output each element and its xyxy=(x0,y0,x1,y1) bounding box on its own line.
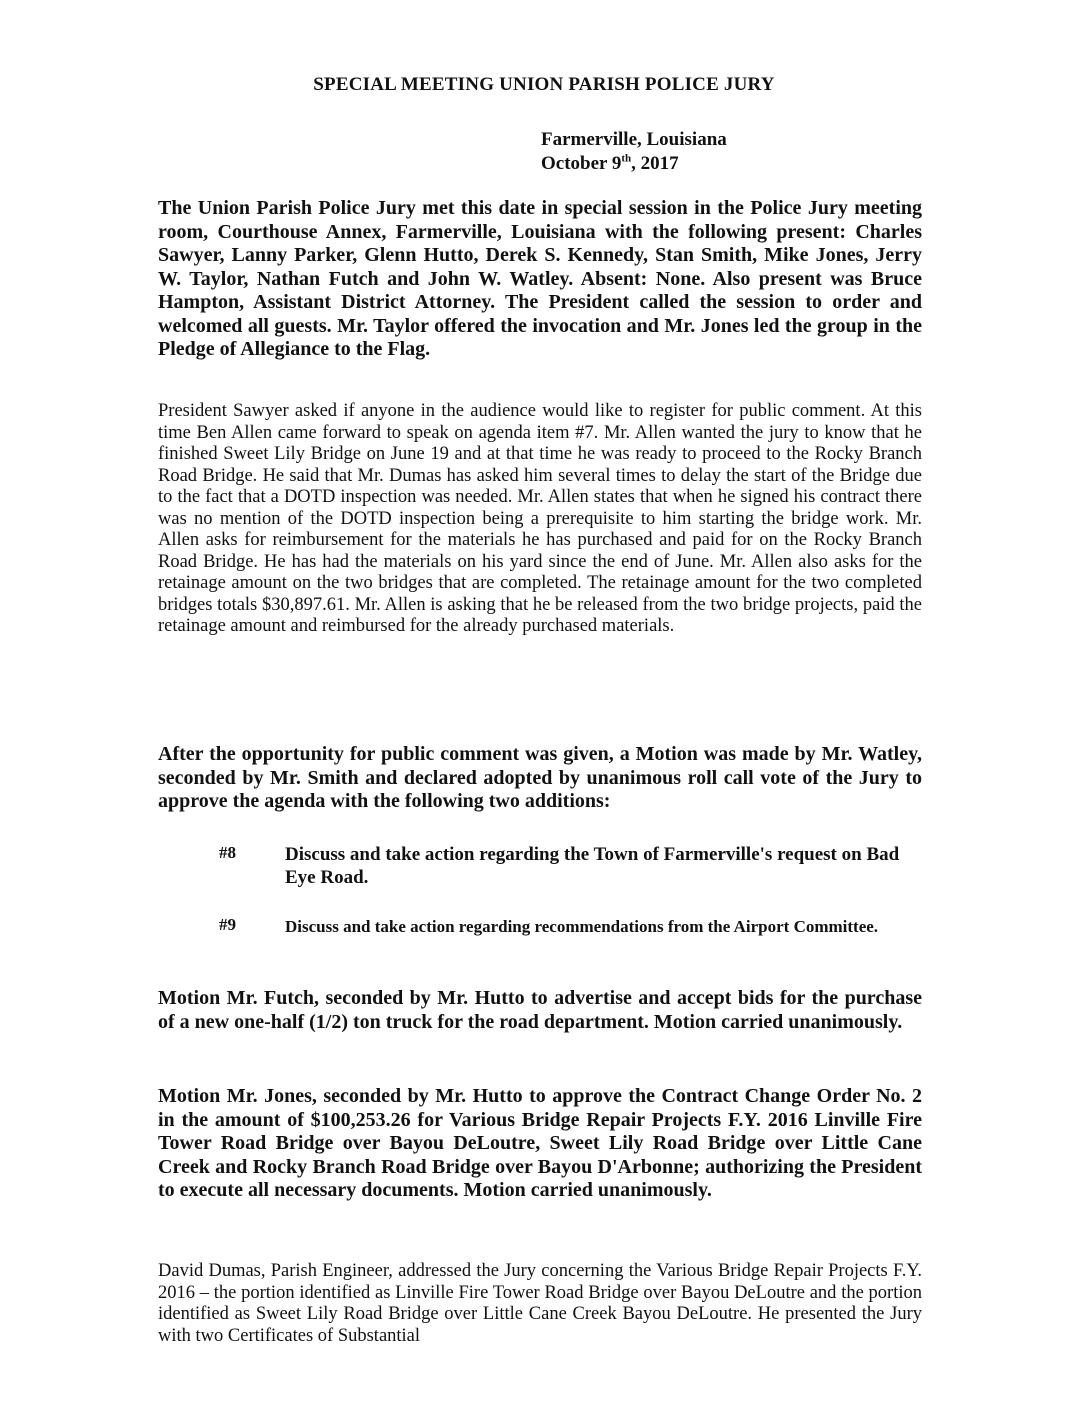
document-title: SPECIAL MEETING UNION PARISH POLICE JURY xyxy=(313,74,775,95)
meeting-place-date xyxy=(541,128,727,176)
public-comment-paragraph: President Sawyer asked if anyone in the audience would like to register for public comment. At this time Ben Allen came forward to speak on agenda item #7. Mr. Allen wanted the jury to know that he finished Sweet Lily Bridge on June 19 and at that time he was ready to proceed to the Rocky Branch Road Bridge. He said that Mr. Dumas has asked him several times to delay the start of the Bridge due to the fact that a DOTD inspection was needed. Mr. Allen states that when he signed his contract there was no mention of the DOTD inspection being a prerequisite to him starting the bridge work. Mr. Allen asks for reimbursement for the materials he has purchased and paid for on the Rocky Branch Road Bridge. He has had the materials on his yard since the end of June. Mr. Allen also asks for the retainage amount on the two bridges that are completed. The retainage amount for the two completed bridges totals $30,897.61. Mr. Allen is asking that he be released from the two bridge projects, paid the retainage amount and reimbursed for the already purchased materials. xyxy=(158,401,922,636)
date-year: , 2017 xyxy=(631,153,679,174)
agenda-motion-paragraph: After the opportunity for public comment was given, a Motion was made by Mr. Watley, seconded by Mr. Smith and declared adopted by unanimous roll call vote of the Jury to approve the agenda with the following two additions: xyxy=(158,743,922,812)
truck-motion-paragraph: Motion Mr. Futch, seconded by Mr. Hutto to advertise and accept bids for the purchase of a new one-half (1/2) ton truck for the road department. Motion carried unanimously. xyxy=(158,987,922,1033)
agenda-item-number: #9 xyxy=(219,915,236,934)
agenda-item-text: Discuss and take action regarding recommendations from the Airport Committee. xyxy=(285,917,879,936)
agenda-item-text: Discuss and take action regarding the Town of Farmerville's request on Bad Eye Road. xyxy=(285,844,900,888)
intro-paragraph: The Union Parish Police Jury met this date in special session in the Police Jury meeting room, Courthouse Annex, Farmerville, Louisiana with the following present: Charles Sawyer, Lanny Parker, Glenn Hutto, Derek S. Kennedy, Stan Smith, Mike Jones, Jerry W. Taylor, Nathan Futch and John W. Watley. Absent: None. Also present was Bruce Hampton, Assistant District Attorney. The President called the session to order and welcomed all guests. Mr. Taylor offered the invocation and Mr. Jones led the group in the Pledge of Allegiance to the Flag. xyxy=(158,197,922,360)
engineer-paragraph: David Dumas, Parish Engineer, addressed the Jury concerning the Various Bridge Repair Projects F.Y. 2016 – the portion identified as Linville Fire Tower Road Bridge over Bayou DeLoutre and the portion identified as Sweet Lily Road Bridge over Little Cane Creek Bayou DeLoutre. He presented the Jury with two Certificates of Substantial xyxy=(158,1261,922,1346)
agenda-item-number: #8 xyxy=(219,843,236,862)
date-ordinal-suffix: th xyxy=(621,152,632,165)
change-order-motion-paragraph: Motion Mr. Jones, seconded by Mr. Hutto to approve the Contract Change Order No. 2 in the amount of $100,253.26 for Various Bridge Repair Projects F.Y. 2016 Linville Fire Tower Road Bridge over Bayou DeLoutre, Sweet Lily Road Bridge over Little Cane Creek and Rocky Branch Road Bridge over Bayou D'Arbonne; authorizing the President to execute all necessary documents. Motion carried unanimously. xyxy=(158,1085,922,1201)
meeting-location: Farmerville, Louisiana xyxy=(541,129,727,150)
date-day: October 9 xyxy=(541,153,622,174)
meeting-date xyxy=(541,152,727,176)
